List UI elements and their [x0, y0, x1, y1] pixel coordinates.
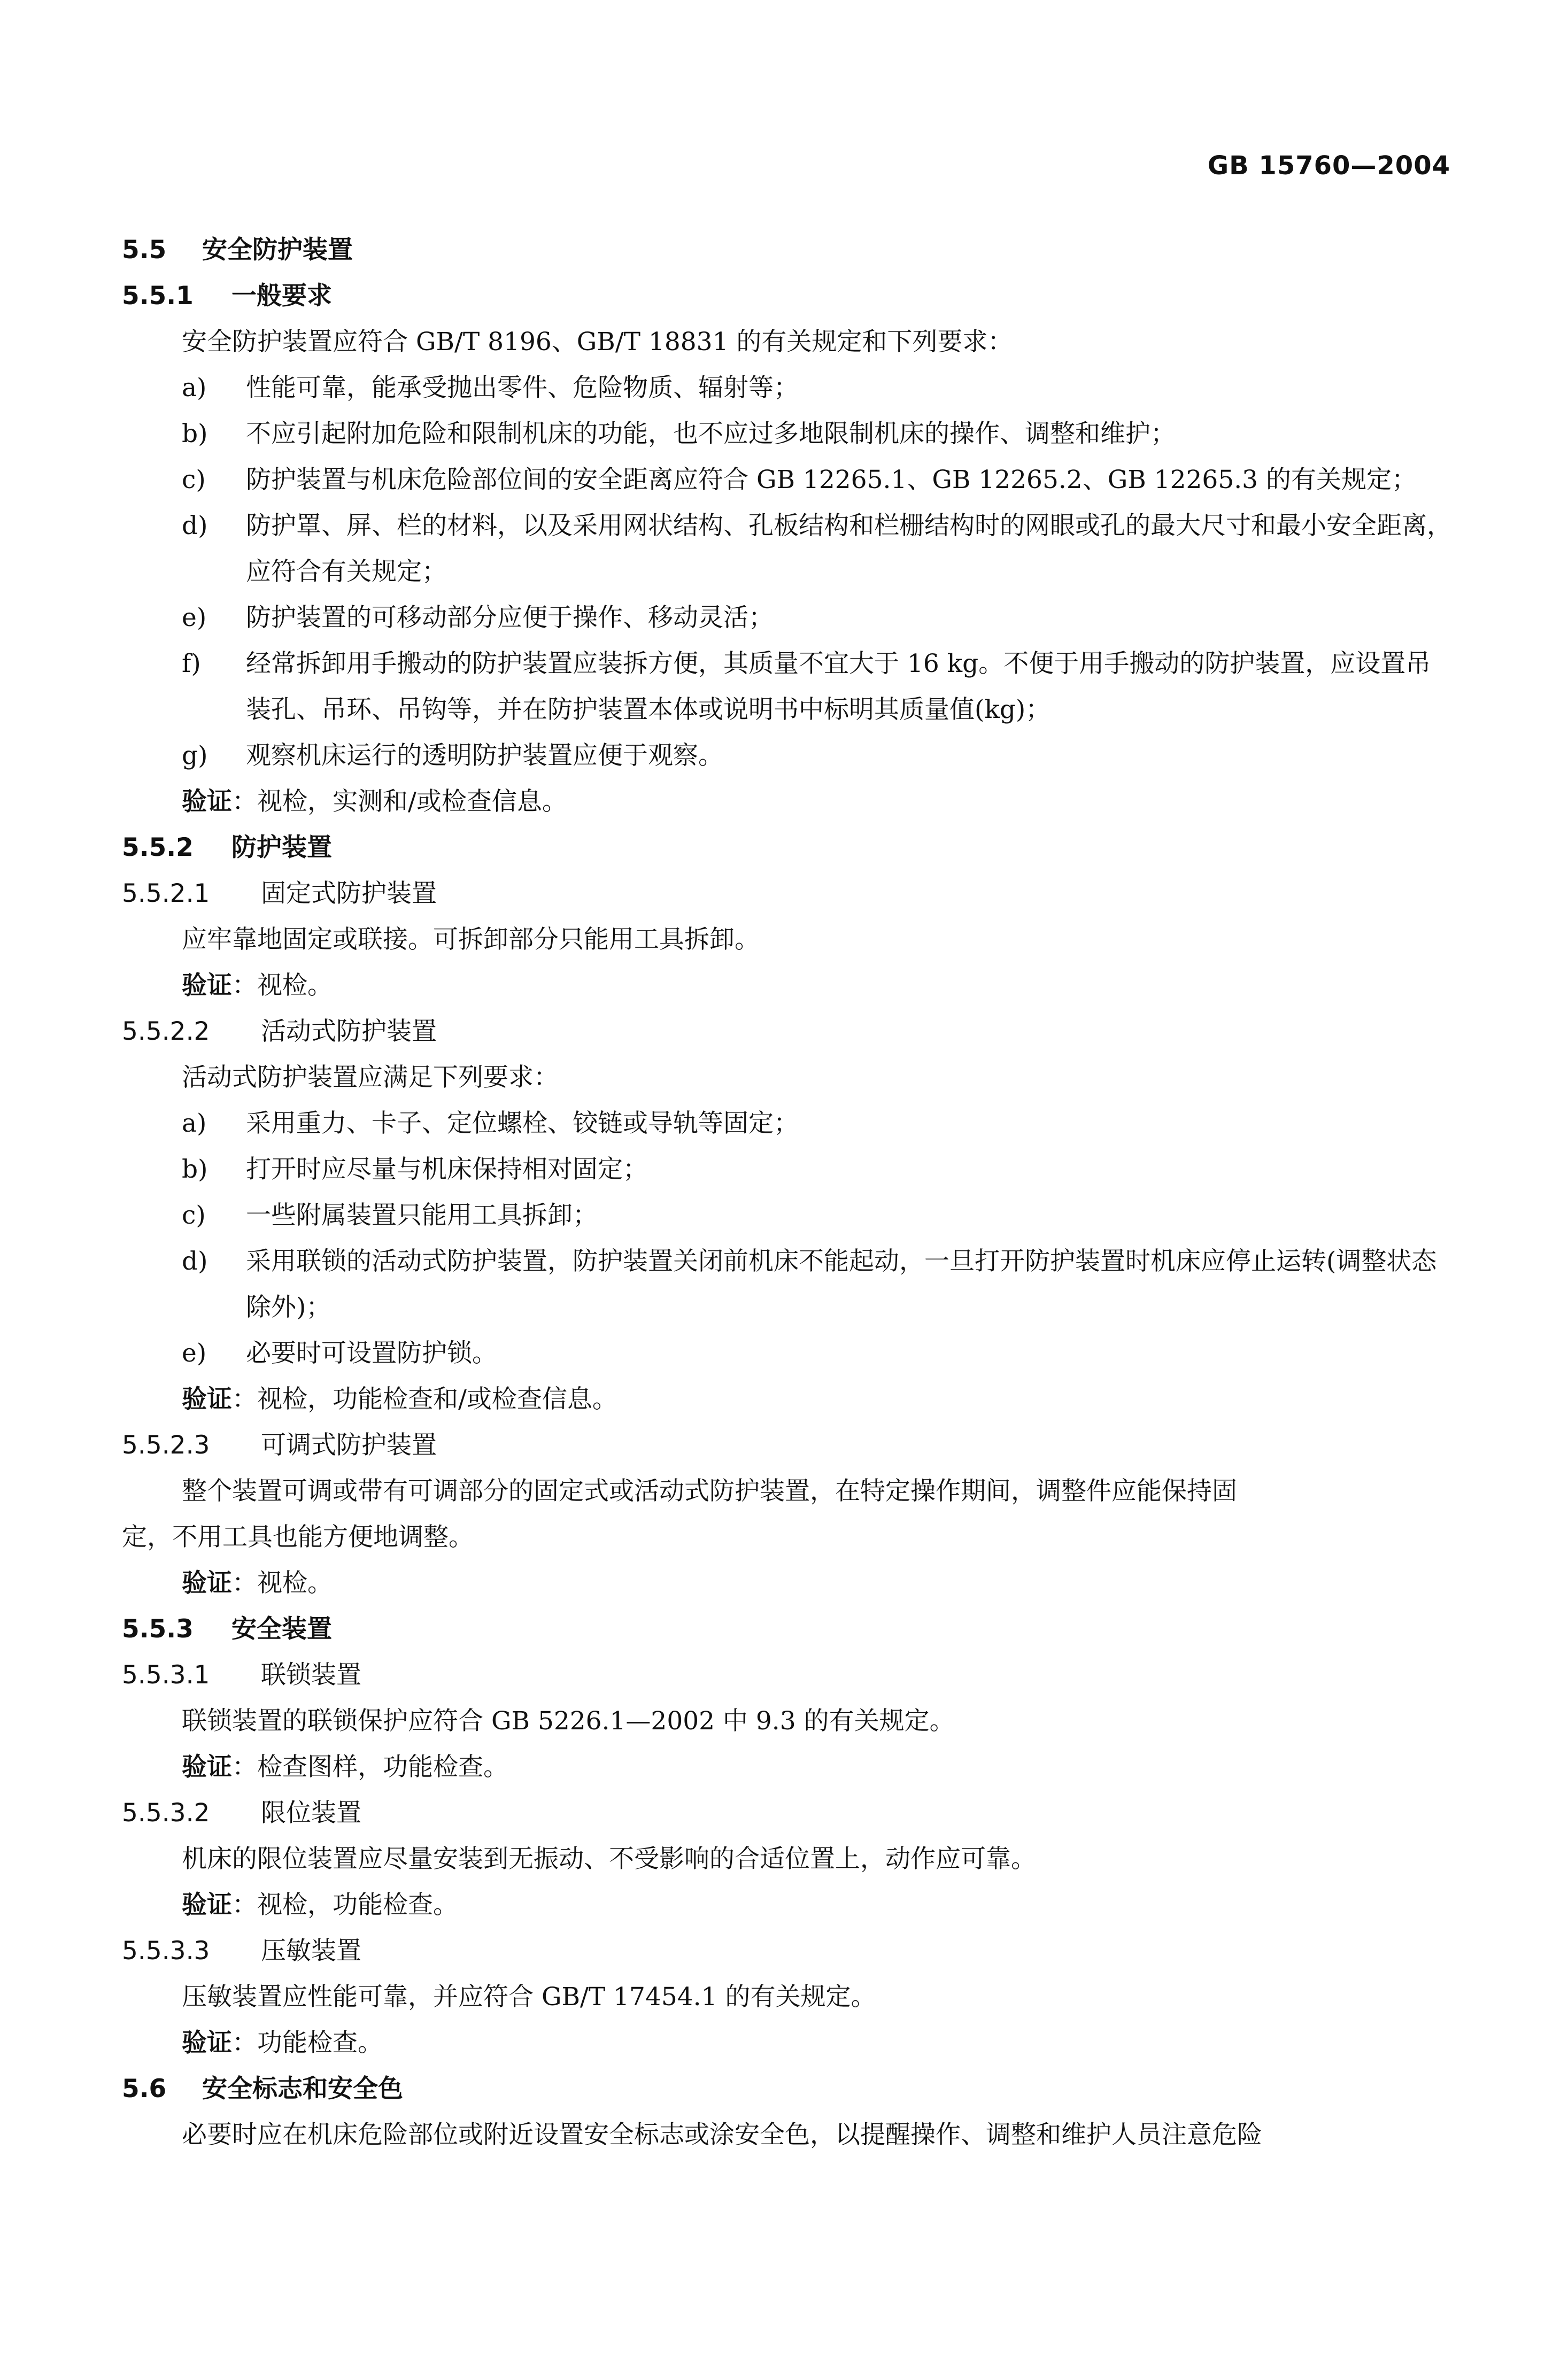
- list-item-c: [122, 1193, 1453, 1239]
- paragraph: 应牢靠地固定或联接。可拆卸部分只能用工具拆卸。: [182, 925, 760, 954]
- section-number: 5.5.2.2: [122, 1017, 210, 1046]
- list-item-e: [122, 595, 1453, 641]
- verify-text: ：视检，功能检查和/或检查信息。: [232, 1385, 617, 1414]
- list-label: d): [182, 511, 208, 540]
- section-5-5-2-2-heading: [122, 1009, 1453, 1055]
- list-label: g): [182, 741, 208, 770]
- section-title: 安全防护装置: [202, 235, 353, 265]
- verification-line: [122, 2020, 1453, 2066]
- paragraph: 活动式防护装置应满足下列要求：: [182, 1063, 559, 1092]
- verify-label: 验证: [182, 2028, 232, 2058]
- list-label: a): [182, 1109, 207, 1138]
- list-label: e): [182, 1339, 207, 1368]
- list-item-d: [122, 1239, 1453, 1331]
- document-body: [122, 227, 1453, 2158]
- verify-label: 验证: [182, 1568, 232, 1598]
- list-label: e): [182, 603, 207, 632]
- list-text: 防护装置与机床危险部位间的安全距离应符合 GB 12265.1、GB 12265.2、GB 12265.3 的有关规定；: [246, 465, 1417, 494]
- verify-label: 验证: [182, 1385, 232, 1414]
- section-title: 联锁装置: [261, 1660, 361, 1690]
- paragraph: 必要时应在机床危险部位或附近设置安全标志或涂安全色，以提醒操作、调整和维护人员注意危险: [182, 2120, 1262, 2150]
- section-5-6-heading: [122, 2066, 1453, 2112]
- verify-label: 验证: [182, 971, 232, 1000]
- section-title: 限位装置: [261, 1798, 361, 1828]
- list-item-b: [122, 411, 1453, 457]
- verification-line: [122, 1560, 1453, 1606]
- section-5-5-3-2-heading: [122, 1790, 1453, 1836]
- section-number: 5.5.1: [122, 281, 194, 311]
- list-text: 经常拆卸用手搬动的防护装置应装拆方便，其质量不宜大于 16 kg。不便于用手搬动的防护装置，应设置吊装孔、吊环、吊钩等，并在防护装置本体或说明书中标明其质量值(kg)；: [246, 649, 1431, 724]
- section-title: 固定式防护装置: [261, 879, 437, 908]
- standard-number: GB 15760—2004: [1207, 151, 1450, 181]
- list-text: 打开时应尽量与机床保持相对固定；: [246, 1155, 648, 1184]
- verify-text: ：检查图样，功能检查。: [232, 1752, 508, 1782]
- section-title: 安全装置: [231, 1614, 332, 1644]
- verification-line: [122, 1882, 1453, 1928]
- list-item-e: [122, 1331, 1453, 1377]
- list-item-c: [122, 457, 1453, 503]
- section-5-5-heading: [122, 227, 1453, 273]
- list-label: f): [182, 649, 201, 678]
- list-item-d: [122, 503, 1453, 595]
- list-item-b: [122, 1147, 1453, 1193]
- verify-text: ：视检。: [232, 1568, 333, 1598]
- section-title: 可调式防护装置: [261, 1431, 437, 1460]
- section-5-5-3-3-heading: [122, 1928, 1453, 1974]
- verify-text: ：视检，功能检查。: [232, 1890, 458, 1920]
- list-item-f: [122, 641, 1453, 733]
- paragraph-line-2: 定，不用工具也能方便地调整。: [122, 1522, 474, 1552]
- section-number: 5.5.3.1: [122, 1660, 210, 1690]
- list-text: 观察机床运行的透明防护装置应便于观察。: [246, 741, 723, 770]
- section-number: 5.5.3.3: [122, 1936, 210, 1966]
- section-title: 压敏装置: [261, 1936, 361, 1966]
- verification-line: [122, 963, 1453, 1009]
- verify-label: 验证: [182, 1890, 232, 1920]
- verify-text: ：视检。: [232, 971, 333, 1000]
- section-title: 防护装置: [231, 833, 332, 862]
- list-label: a): [182, 373, 207, 403]
- section-5-5-1-heading: [122, 273, 1453, 319]
- verification-line: [122, 1377, 1453, 1422]
- paragraph-line-1: 整个装置可调或带有可调部分的固定式或活动式防护装置，在特定操作期间，调整件应能保持固: [182, 1476, 1237, 1506]
- list-label: b): [182, 1155, 208, 1184]
- section-number: 5.5.2.3: [122, 1431, 210, 1460]
- list-text: 采用联锁的活动式防护装置，防护装置关闭前机床不能起动，一旦打开防护装置时机床应停止运转(调整状态除外)；: [246, 1247, 1437, 1322]
- section-number: 5.5.2.1: [122, 879, 210, 908]
- paragraph: 压敏装置应性能可靠，并应符合 GB/T 17454.1 的有关规定。: [182, 1982, 876, 2012]
- section-number: 5.6: [122, 2074, 167, 2104]
- list-text: 防护装置的可移动部分应便于操作、移动灵活；: [246, 603, 774, 632]
- verify-label: 验证: [182, 787, 232, 816]
- section-5-5-2-3-heading: [122, 1422, 1453, 1468]
- section-title: 活动式防护装置: [261, 1017, 437, 1046]
- paragraph: 联锁装置的联锁保护应符合 GB 5226.1—2002 中 9.3 的有关规定。: [182, 1706, 955, 1736]
- list-item-g: [122, 733, 1453, 779]
- section-5-5-2-heading: [122, 825, 1453, 871]
- section-title: 安全标志和安全色: [202, 2074, 403, 2104]
- section-5-5-3-heading: [122, 1606, 1453, 1652]
- list-text: 采用重力、卡子、定位螺栓、铰链或导轨等固定；: [246, 1109, 799, 1138]
- section-number: 5.5.3.2: [122, 1798, 210, 1828]
- list-label: c): [182, 1201, 206, 1230]
- list-text: 性能可靠，能承受抛出零件、危险物质、辐射等；: [246, 373, 799, 403]
- verification-line: [122, 779, 1453, 825]
- section-number: 5.5.2: [122, 833, 194, 862]
- list-text: 防护罩、屏、栏的材料，以及采用网状结构、孔板结构和栏栅结构时的网眼或孔的最大尺寸和最小安全距离，应符合有关规定；: [246, 511, 1452, 586]
- paragraph: 机床的限位装置应尽量安装到无振动、不受影响的合适位置上，动作应可靠。: [182, 1844, 1036, 1874]
- section-title: 一般要求: [231, 281, 332, 311]
- list-text: 一些附属装置只能用工具拆卸；: [246, 1201, 598, 1230]
- list-item-a: [122, 365, 1453, 411]
- section-number: 5.5: [122, 235, 167, 265]
- section-number: 5.5.3: [122, 1614, 194, 1644]
- list-label: c): [182, 465, 206, 494]
- verify-text: ：功能检查。: [232, 2028, 383, 2058]
- list-text: 不应引起附加危险和限制机床的功能，也不应过多地限制机床的操作、调整和维护；: [246, 419, 1176, 449]
- section-5-5-2-1-heading: [122, 871, 1453, 917]
- verify-text: ：视检，实测和/或检查信息。: [232, 787, 567, 816]
- verification-line: [122, 1744, 1453, 1790]
- verify-label: 验证: [182, 1752, 232, 1782]
- list-label: b): [182, 419, 208, 449]
- section-5-5-3-1-heading: [122, 1652, 1453, 1698]
- list-item-a: [122, 1101, 1453, 1147]
- list-text: 必要时可设置防护锁。: [246, 1339, 497, 1368]
- paragraph: 安全防护装置应符合 GB/T 8196、GB/T 18831 的有关规定和下列要求：: [182, 327, 1013, 357]
- list-label: d): [182, 1247, 208, 1276]
